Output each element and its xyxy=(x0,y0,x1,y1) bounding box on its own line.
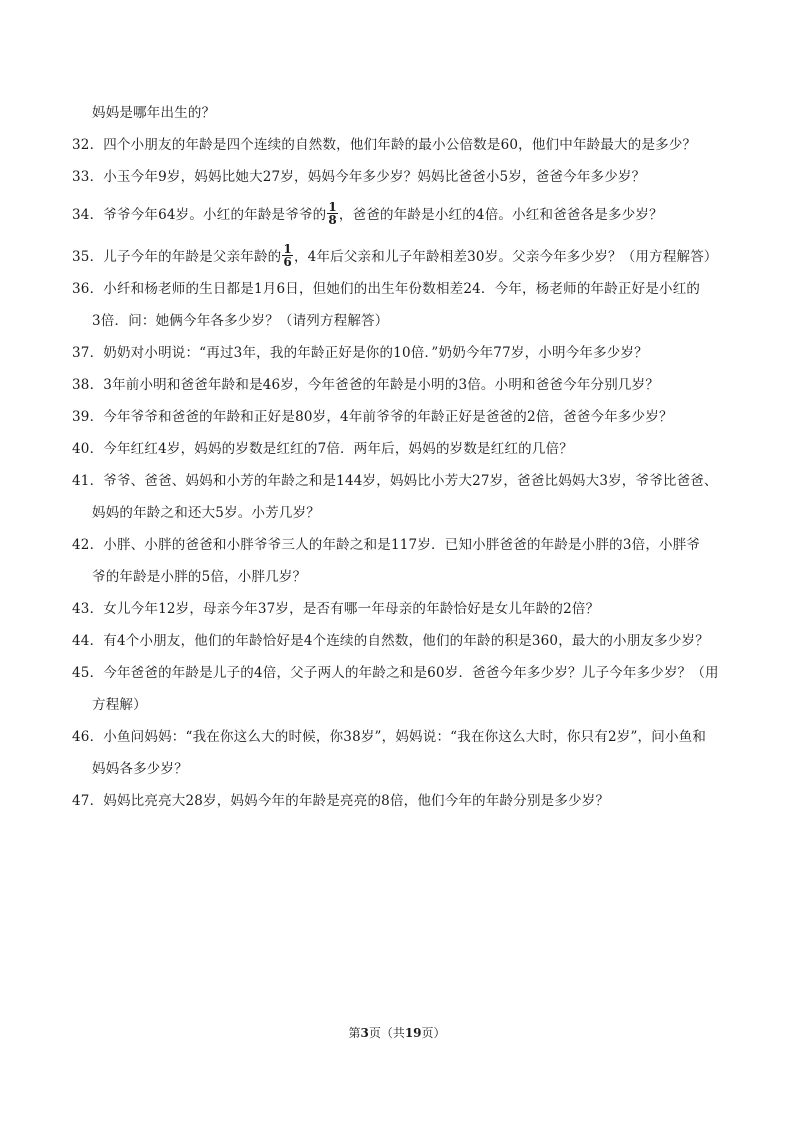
question-31-continuation: 妈妈是哪年出生的？ xyxy=(92,105,216,121)
question-44: 44．有4个小朋友，他们的年龄恰好是4个连续的自然数，他们的年龄的积是360，最大的小朋友多少岁？ xyxy=(72,633,709,649)
question-41-line-1: 41．爷爷、爸爸、妈妈和小芳的年龄之和是144岁，妈妈比小芳大27岁，爸爸比妈妈大3岁，爷爷比爸爸、 xyxy=(72,473,718,489)
question-37: 37．奶奶对小明说：“再过3年，我的年龄正好是你的10倍．”奶奶今年77岁，小明今年多少岁？ xyxy=(72,345,648,361)
question-38: 38．3年前小明和爸爸年龄和是46岁，今年爸爸的年龄是小明的3倍。小明和爸爸今年分别几岁？ xyxy=(72,377,660,393)
question-41-line-2: 妈妈的年龄之和还大5岁。小芳几岁？ xyxy=(92,505,320,521)
fraction-one-sixth xyxy=(282,243,293,268)
question-46-line-1: 46．小鱼问妈妈：“我在你这么大的时候，你38岁”，妈妈说：“我在你这么大时，你只有2岁”，问小鱼和 xyxy=(72,729,707,745)
question-45-line-1: 45．今年爸爸的年龄是儿子的4倍，父子两人的年龄之和是60岁．爸爸今年多少岁？儿子今年多少岁？（用 xyxy=(72,665,719,681)
question-33: 33．小玉今年9岁，妈妈比她大27岁，妈妈今年多少岁？妈妈比爸爸小5岁，爸爸今年多少岁？ xyxy=(72,169,646,185)
footer-total-pages: 19 xyxy=(404,1026,422,1040)
footer-prefix: 第 xyxy=(348,1026,361,1040)
footer-mid: 页（共 xyxy=(368,1026,405,1040)
fraction-numerator: 1 xyxy=(283,242,292,256)
question-40: 40．今年红红4岁，妈妈的岁数是红红的7倍．两年后，妈妈的岁数是红红的几倍？ xyxy=(72,441,573,457)
question-39: 39．今年爷爷和爸爸的年龄和正好是80岁，4年前爷爷的年龄正好是爸爸的2倍，爸爸今年多少岁？ xyxy=(72,409,673,425)
question-34 xyxy=(72,200,663,228)
fraction-denominator: 8 xyxy=(328,213,337,227)
question-35-text-a: 35．儿子今年的年龄是父亲年龄的 xyxy=(72,249,282,265)
question-34-text-b: ，爸爸的年龄是小红的4倍。小红和爸爸各是多少岁？ xyxy=(338,207,663,223)
page-footer xyxy=(0,1024,794,1041)
footer-page-number: 3 xyxy=(360,1026,369,1040)
question-35-text-b: ，4年后父亲和儿子年龄相差30岁。父亲今年多少岁？（用方程解答） xyxy=(293,249,718,265)
question-36-line-2: 3倍．问：她俩今年各多少岁？（请列方程解答） xyxy=(92,313,389,329)
question-35 xyxy=(72,242,718,270)
fraction-denominator: 6 xyxy=(283,255,292,269)
fraction-numerator: 1 xyxy=(328,200,337,214)
footer-suffix: 页） xyxy=(421,1026,446,1040)
question-46-line-2: 妈妈各多少岁？ xyxy=(92,761,188,777)
fraction-one-eighth xyxy=(327,201,338,226)
question-36-line-1: 36．小纤和杨老师的生日都是1月6日，但她们的出生年份数相差24．今年，杨老师的年龄正好是小红的 xyxy=(72,281,701,297)
question-43: 43．女儿今年12岁，母亲今年37岁，是否有哪一年母亲的年龄恰好是女儿年龄的2倍？ xyxy=(72,601,600,617)
question-42-line-1: 42．小胖、小胖的爸爸和小胖爷爷三人的年龄之和是117岁．已知小胖爸爸的年龄是小胖的3倍，小胖爷 xyxy=(72,537,701,553)
question-45-line-2: 方程解） xyxy=(92,697,147,713)
question-47: 47．妈妈比亮亮大28岁，妈妈今年的年龄是亮亮的8倍，他们今年的年龄分别是多少岁？ xyxy=(72,793,610,809)
question-42-line-2: 爷的年龄是小胖的5倍，小胖几岁？ xyxy=(92,569,307,585)
question-32: 32．四个小朋友的年龄是四个连续的自然数，他们年龄的最小公倍数是60，他们中年龄最大的是多少？ xyxy=(72,137,697,153)
question-34-text-a: 34．爷爷今年64岁。小红的年龄是爷爷的 xyxy=(72,207,327,223)
